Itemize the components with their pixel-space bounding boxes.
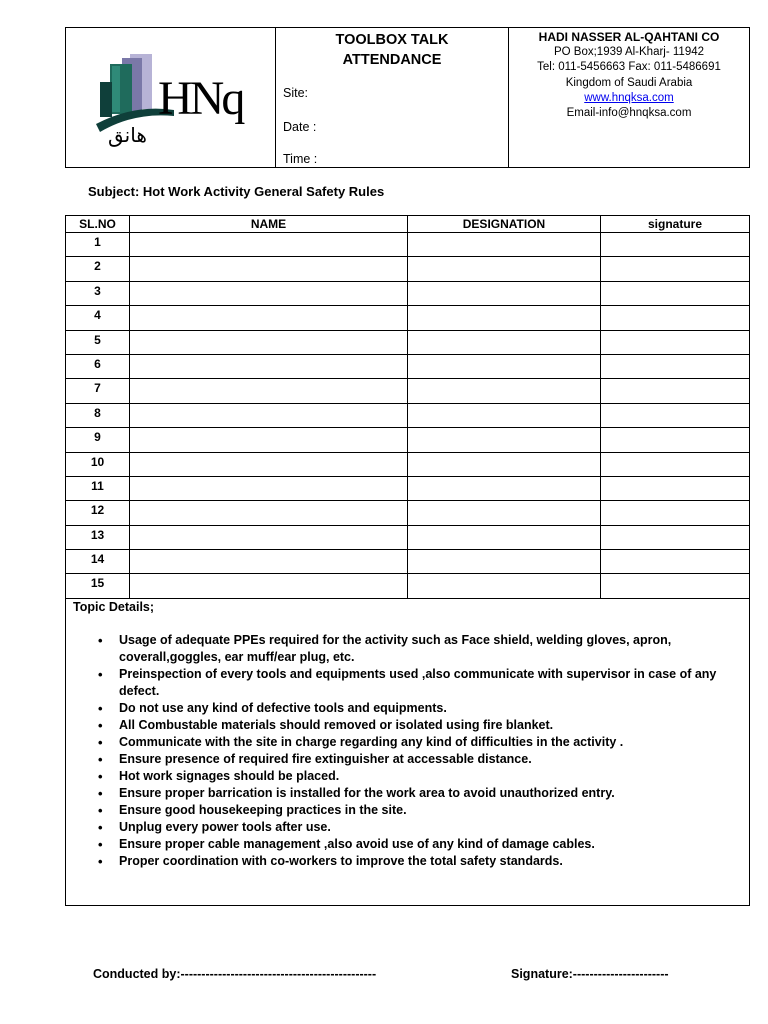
name-cell[interactable] — [130, 306, 408, 330]
signature-cell[interactable] — [601, 403, 750, 427]
company-po-box: PO Box;1939 Al-Kharj- 11942 — [553, 46, 705, 59]
table-row — [66, 281, 750, 305]
signature-cell[interactable] — [601, 452, 750, 476]
designation-cell[interactable] — [408, 330, 601, 354]
table-row — [66, 257, 750, 281]
signature-cell[interactable] — [601, 281, 750, 305]
safety-rule-item: • Ensure proper barrication is installed for the work area to avoid unauthorized entry. — [98, 785, 738, 802]
table-row — [66, 403, 750, 427]
signature-cell[interactable] — [601, 306, 750, 330]
conducted-by-line: Conducted by:----------------------------------------------- — [93, 967, 377, 981]
signature-line: Signature:----------------------- — [511, 967, 669, 981]
topic-title: Topic Details; — [73, 600, 155, 614]
slno-cell: 4 — [66, 306, 130, 330]
safety-rule-item: • Preinspection of every tools and equipments used ,also communicate with supervisor in case of any defect. — [98, 666, 738, 700]
table-row — [66, 330, 750, 354]
table-row — [66, 550, 750, 574]
name-cell[interactable] — [130, 550, 408, 574]
safety-rule-item: • Do not use any kind of defective tools and equipments. — [98, 700, 738, 717]
safety-rule-item: • Ensure good housekeeping practices in the site. — [98, 802, 738, 819]
table-row — [66, 233, 750, 257]
name-cell[interactable] — [130, 379, 408, 403]
company-phone: Tel: 011-5456663 Fax: 011-5486691 — [537, 61, 721, 74]
table-header-row — [66, 216, 750, 233]
table-row — [66, 306, 750, 330]
safety-rule-item: • Proper coordination with co-workers to improve the total safety standards. — [98, 853, 738, 870]
site-label: Site: — [283, 86, 309, 100]
safety-rule-item: • Ensure presence of required fire extinguisher at accessable distance. — [98, 751, 738, 768]
logo-text: HNq — [158, 72, 243, 125]
designation-cell[interactable] — [408, 354, 601, 378]
designation-cell[interactable] — [408, 550, 601, 574]
safety-rule-item: • All Combustable materials should removed or isolated using fire blanket. — [98, 717, 738, 734]
designation-cell[interactable] — [408, 428, 601, 452]
logo-arabic: هانق — [108, 123, 147, 147]
signature-cell[interactable] — [601, 257, 750, 281]
designation-cell[interactable] — [408, 306, 601, 330]
designation-cell[interactable] — [408, 525, 601, 549]
designation-cell[interactable] — [408, 403, 601, 427]
name-cell[interactable] — [130, 233, 408, 257]
slno-cell: 6 — [66, 354, 130, 378]
slno-cell: 12 — [66, 501, 130, 525]
designation-cell[interactable] — [408, 452, 601, 476]
title-cell — [276, 28, 509, 168]
col-header-signature: signature — [601, 216, 750, 233]
table-row — [66, 525, 750, 549]
table-row — [66, 428, 750, 452]
signature-cell[interactable] — [601, 574, 750, 598]
name-cell[interactable] — [130, 501, 408, 525]
designation-cell[interactable] — [408, 257, 601, 281]
col-header-name: NAME — [130, 216, 408, 233]
slno-cell: 9 — [66, 428, 130, 452]
table-row — [66, 501, 750, 525]
col-header-slno: SL.NO — [66, 216, 130, 233]
company-logo — [94, 52, 254, 147]
topic-details-box — [65, 598, 750, 906]
signature-cell[interactable] — [601, 330, 750, 354]
signature-cell[interactable] — [601, 501, 750, 525]
name-cell[interactable] — [130, 403, 408, 427]
name-cell[interactable] — [130, 354, 408, 378]
name-cell[interactable] — [130, 281, 408, 305]
slno-cell: 10 — [66, 452, 130, 476]
table-row — [66, 476, 750, 500]
table-row — [66, 574, 750, 598]
company-email: Email-info@hnqksa.com — [566, 107, 692, 120]
slno-cell: 3 — [66, 281, 130, 305]
slno-cell: 1 — [66, 233, 130, 257]
safety-rule-item: • Communicate with the site in charge regarding any kind of difficulties in the activity . — [98, 734, 738, 751]
company-country: Kingdom of Saudi Arabia — [565, 76, 693, 89]
company-info — [509, 28, 750, 168]
attendance-table — [65, 215, 750, 599]
header-table — [65, 27, 750, 168]
name-cell[interactable] — [130, 428, 408, 452]
name-cell[interactable] — [130, 452, 408, 476]
safety-rule-item: • Hot work signages should be placed. — [98, 768, 738, 785]
signature-cell[interactable] — [601, 428, 750, 452]
company-name: HADI NASSER AL-QAHTANI CO — [538, 30, 720, 44]
signature-cell[interactable] — [601, 525, 750, 549]
safety-rule-item: • Usage of adequate PPEs required for the activity such as Face shield, welding gloves, apron, coverall,goggles, ear muff/ear plug, etc. — [98, 632, 738, 666]
slno-cell: 7 — [66, 379, 130, 403]
signature-cell[interactable] — [601, 550, 750, 574]
document-title: TOOLBOX TALK ATTENDANCE — [335, 32, 449, 68]
designation-cell[interactable] — [408, 233, 601, 257]
slno-cell: 2 — [66, 257, 130, 281]
safety-rules-list — [98, 632, 738, 870]
date-label: Date : — [283, 120, 317, 134]
slno-cell: 13 — [66, 525, 130, 549]
name-cell[interactable] — [130, 525, 408, 549]
name-cell[interactable] — [130, 476, 408, 500]
slno-cell: 11 — [66, 476, 130, 500]
safety-rule-item: • Unplug every power tools after use. — [98, 819, 738, 836]
time-label: Time : — [283, 152, 318, 166]
table-row — [66, 354, 750, 378]
name-cell[interactable] — [130, 574, 408, 598]
slno-cell: 14 — [66, 550, 130, 574]
logo-cell — [66, 28, 276, 168]
designation-cell[interactable] — [408, 476, 601, 500]
name-cell[interactable] — [130, 330, 408, 354]
signature-cell[interactable] — [601, 379, 750, 403]
slno-cell: 5 — [66, 330, 130, 354]
col-header-designation: DESIGNATION — [408, 216, 601, 233]
signature-cell[interactable] — [601, 354, 750, 378]
subject-line: Subject: Hot Work Activity General Safety Rules — [88, 184, 385, 199]
signature-cell[interactable] — [601, 233, 750, 257]
table-row — [66, 379, 750, 403]
table-row — [66, 452, 750, 476]
safety-rule-item: • Ensure proper cable management ,also avoid use of any kind of damage cables. — [98, 836, 738, 853]
name-cell[interactable] — [130, 257, 408, 281]
designation-cell[interactable] — [408, 501, 601, 525]
designation-cell[interactable] — [408, 281, 601, 305]
signature-cell[interactable] — [601, 476, 750, 500]
slno-cell: 8 — [66, 403, 130, 427]
designation-cell[interactable] — [408, 379, 601, 403]
company-website-link[interactable]: www.hnqksa.com — [584, 91, 674, 104]
designation-cell[interactable] — [408, 574, 601, 598]
slno-cell: 15 — [66, 574, 130, 598]
